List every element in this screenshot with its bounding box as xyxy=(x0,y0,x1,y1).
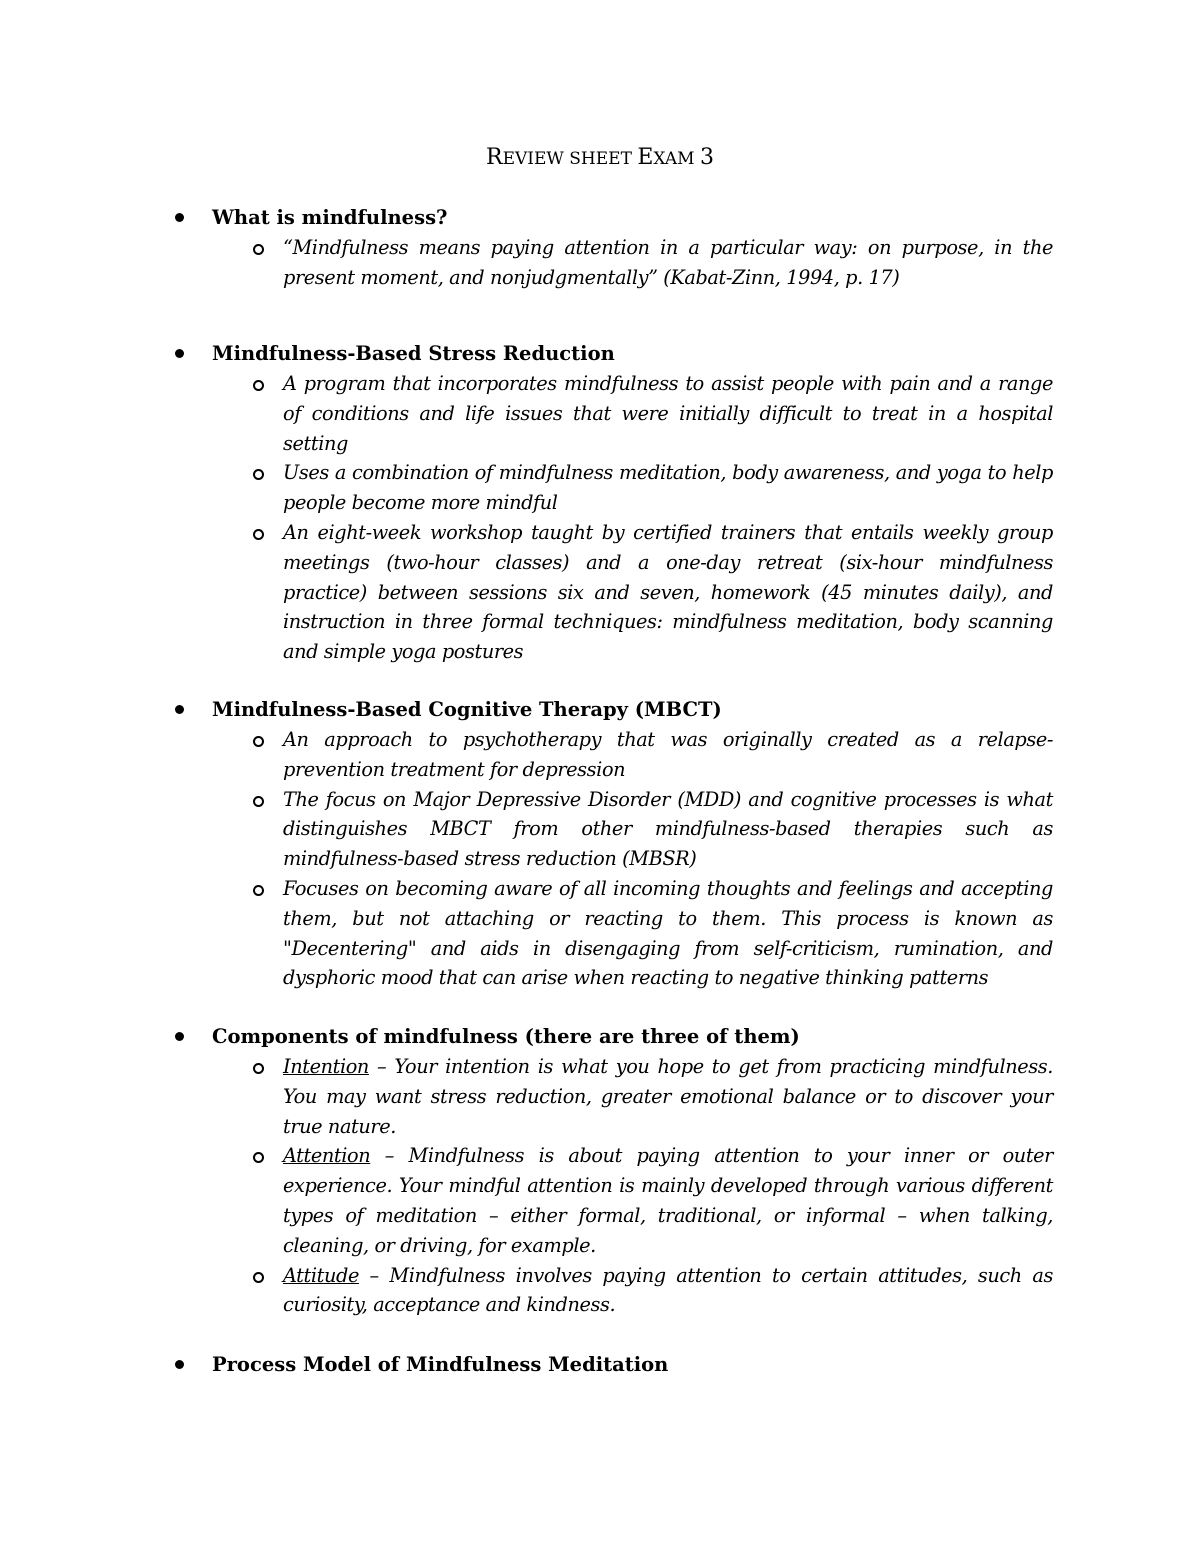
list-item: Attitude – Mindfulness involves paying attention to certain attitudes, such as curiosity, acceptance and kindness. xyxy=(175,1261,1053,1321)
list-item: Attention – Mindfulness is about paying attention to your inner or outer experience. Your mindful attention is mainly developed through various different types of meditation – either formal, traditional, or informal – when talking, cleaning, or driving, for example. xyxy=(175,1141,1053,1260)
title-initial-r: R xyxy=(486,145,503,170)
section-mbct xyxy=(175,695,1075,993)
bullet-icon xyxy=(175,213,184,222)
section-heading: Mindfulness-Based Stress Reduction xyxy=(175,339,1075,369)
list-item: Intention – Your intention is what you hope to get from practicing mindfulness. You may want stress reduction, greater emotional balance or to discover your true nature. xyxy=(175,1052,1053,1141)
item-list xyxy=(175,1052,1075,1320)
section-what-is-mindfulness xyxy=(175,203,1075,293)
circle-bullet-icon xyxy=(253,1272,264,1283)
list-item: An approach to psychotherapy that was originally created as a relapse-prevention treatment for depression xyxy=(175,725,1053,785)
list-item: A program that incorporates mindfulness to assist people with pain and a range of conditions and life issues that were initially difficult to treat in a hospital setting xyxy=(175,369,1053,458)
item-list xyxy=(175,233,1075,293)
list-item: Focuses on becoming aware of all incoming thoughts and feelings and accepting them, but not attaching or reacting to them. This process is known as "Decentering" and aids in disengaging from self-criticism, rumination, and dysphoric mood that can arise when reacting to negative thinking patterns xyxy=(175,874,1053,993)
bullet-icon xyxy=(175,705,184,714)
term-attitude: Attitude xyxy=(283,1263,359,1287)
list-item: Uses a combination of mindfulness meditation, body awareness, and yoga to help people become more mindful xyxy=(175,458,1053,518)
title-review-sheet: EVIEW SHEET xyxy=(502,149,638,169)
list-item: The focus on Major Depressive Disorder (MDD) and cognitive processes is what distinguishes MBCT from other mindfulness-based therapies such as mindfulness-based stress reduction (MBSR) xyxy=(175,785,1053,874)
circle-bullet-icon xyxy=(253,885,264,896)
list-item: “Mindfulness means paying attention in a particular way: on purpose, in the present moment, and nonjudgmentally” (Kabat-Zinn, 1994, p. 17) xyxy=(175,233,1053,293)
circle-bullet-icon xyxy=(253,469,264,480)
bullet-icon xyxy=(175,349,184,358)
circle-bullet-icon xyxy=(253,529,264,540)
circle-bullet-icon xyxy=(253,796,264,807)
section-heading: Mindfulness-Based Cognitive Therapy (MBCT) xyxy=(175,695,1075,725)
list-item: An eight-week workshop taught by certified trainers that entails weekly group meetings (two-hour classes) and a one-day retreat (six-hour mindfulness practice) between sessions six and seven, homework (45 minutes daily), and instruction in three formal techniques: mindfulness meditation, body scanning and simple yoga postures xyxy=(175,518,1053,667)
item-list xyxy=(175,369,1075,667)
title-initial-e: E xyxy=(637,145,654,170)
term-intention: Intention xyxy=(283,1055,369,1078)
circle-bullet-icon xyxy=(253,380,264,391)
bullet-icon xyxy=(175,1360,184,1369)
page-title xyxy=(0,145,1200,170)
section-heading: Process Model of Mindfulness Meditation xyxy=(175,1350,1075,1380)
circle-bullet-icon xyxy=(253,1063,264,1074)
circle-bullet-icon xyxy=(253,244,264,255)
bullet-icon xyxy=(175,1032,184,1041)
section-heading: Components of mindfulness (there are three of them) xyxy=(175,1022,1075,1052)
section-process-model xyxy=(175,1350,1075,1380)
circle-bullet-icon xyxy=(253,736,264,747)
title-number: 3 xyxy=(699,145,714,170)
term-attention: Attention xyxy=(283,1144,371,1168)
section-heading: What is mindfulness? xyxy=(175,203,1075,233)
item-list xyxy=(175,725,1075,993)
title-exam: XAM xyxy=(653,149,700,169)
section-components xyxy=(175,1022,1075,1320)
circle-bullet-icon xyxy=(253,1152,264,1163)
section-mbsr xyxy=(175,339,1075,667)
